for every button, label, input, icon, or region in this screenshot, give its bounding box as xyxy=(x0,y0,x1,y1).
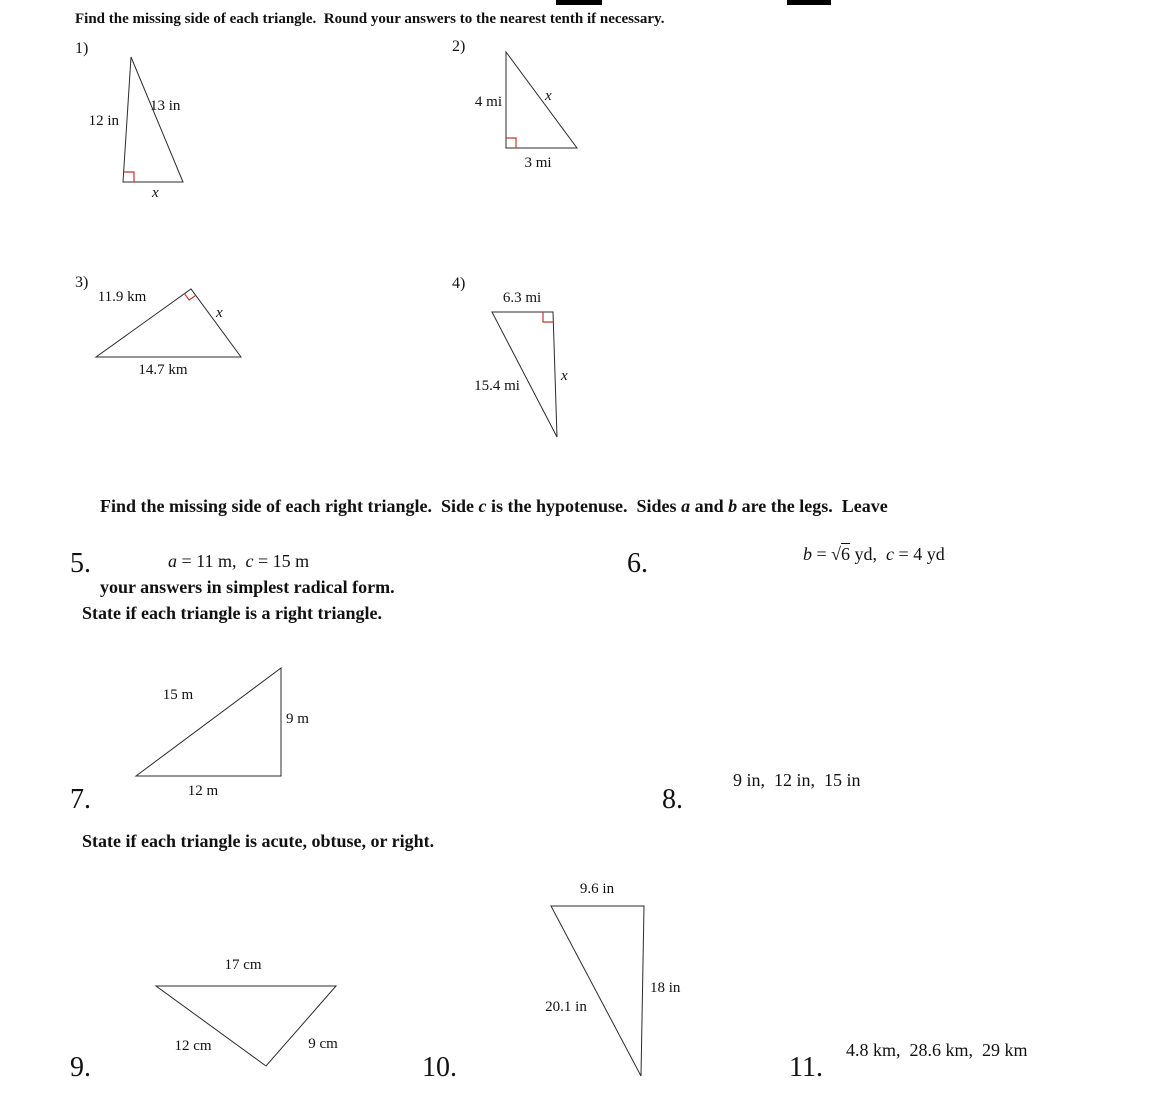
problem-11-number: 11. xyxy=(789,1052,823,1083)
triangle-7-right-label: 9 m xyxy=(286,711,309,727)
right-angle-marker-2 xyxy=(506,138,516,148)
triangle-9-left-label: 12 cm xyxy=(174,1038,212,1054)
problem-2-number: 2) xyxy=(452,38,466,55)
triangle-4-top-label: 6.3 mi xyxy=(502,290,542,306)
triangle-10-figure xyxy=(530,875,700,1085)
problem-11-text: 4.8 km, 28.6 km, 29 km xyxy=(846,1040,1028,1060)
section2-line2: your answers in simplest radical form. xyxy=(100,577,395,597)
triangle-3-bottom-label: 14.7 km xyxy=(138,362,188,378)
triangle-4-figure xyxy=(450,280,625,445)
triangle-9-right-label: 9 cm xyxy=(308,1036,338,1052)
problem-7-number: 7. xyxy=(70,784,91,815)
triangle-3-right-label: x xyxy=(216,305,223,321)
problem-6-text: b = √6 yd, c = 4 yd xyxy=(803,544,945,564)
triangle-9-shape xyxy=(156,986,336,1066)
triangle-10-right-label: 18 in xyxy=(650,980,681,996)
triangle-1-bottom-label: x xyxy=(152,185,159,201)
right-angle-marker-1 xyxy=(124,172,134,182)
triangle-3-figure xyxy=(70,275,280,380)
triangle-7-hypotenuse-label: 15 m xyxy=(162,687,194,703)
triangle-3-topleft-label: 11.9 km xyxy=(97,289,147,305)
problem-8-number: 8. xyxy=(662,784,683,815)
problem-6-number: 6. xyxy=(627,548,648,579)
triangle-4-shape xyxy=(492,312,557,437)
problem-5-number: 5. xyxy=(70,548,91,579)
triangle-2-left-label: 4 mi xyxy=(474,94,502,110)
radical-sign: √ xyxy=(831,544,842,564)
triangle-7-figure xyxy=(125,655,325,800)
problem-4-number: 4) xyxy=(452,275,466,292)
section2-line1: Find the missing side of each right triangle. Side c is the hypotenuse. Sides a and b are the legs. Leave xyxy=(100,496,888,516)
section3-instruction: State if each triangle is a right triangle. xyxy=(82,603,382,623)
triangle-2-hypotenuse-label: x xyxy=(545,88,552,104)
right-angle-marker-4 xyxy=(543,312,553,322)
problem-1-number: 1) xyxy=(75,40,89,57)
triangle-2-bottom-label: 3 mi xyxy=(524,155,552,171)
top-rule-fragment-2 xyxy=(787,0,831,5)
problem-3-number: 3) xyxy=(75,274,89,291)
triangle-9-top-label: 17 cm xyxy=(224,957,262,973)
triangle-10-shape xyxy=(551,906,644,1076)
section1-instruction: Find the missing side of each triangle. Round your answers to the nearest tenth if necessary. xyxy=(75,11,665,27)
radicand: 6 xyxy=(841,544,851,564)
top-rule-fragment-1 xyxy=(556,0,602,5)
problem-9-number: 9. xyxy=(70,1052,91,1083)
triangle-10-top-label: 9.6 in xyxy=(579,881,615,897)
triangle-4-right-label: x xyxy=(561,368,568,384)
problem-10-number: 10. xyxy=(422,1052,457,1083)
problem-5-text: a = 11 m, c = 15 m xyxy=(168,551,310,571)
triangle-9-figure xyxy=(145,953,355,1078)
triangle-10-hypotenuse-label: 20.1 in xyxy=(545,999,587,1015)
section4-instruction: State if each triangle is acute, obtuse, or right. xyxy=(82,831,435,851)
problem-8-text: 9 in, 12 in, 15 in xyxy=(733,770,861,790)
triangle-1-left-label: 12 in xyxy=(88,113,119,129)
triangle-1-shape xyxy=(123,57,183,182)
triangle-4-hypotenuse-label: 15.4 mi xyxy=(474,378,520,394)
triangle-1-figure xyxy=(70,45,250,210)
triangle-7-bottom-label: 12 m xyxy=(187,783,219,799)
triangle-2-shape xyxy=(506,52,577,148)
triangle-1-hypotenuse-label: 13 in xyxy=(150,98,181,114)
triangle-2-figure xyxy=(450,40,630,180)
triangle-7-shape xyxy=(136,668,281,776)
right-angle-marker-3 xyxy=(185,294,196,300)
